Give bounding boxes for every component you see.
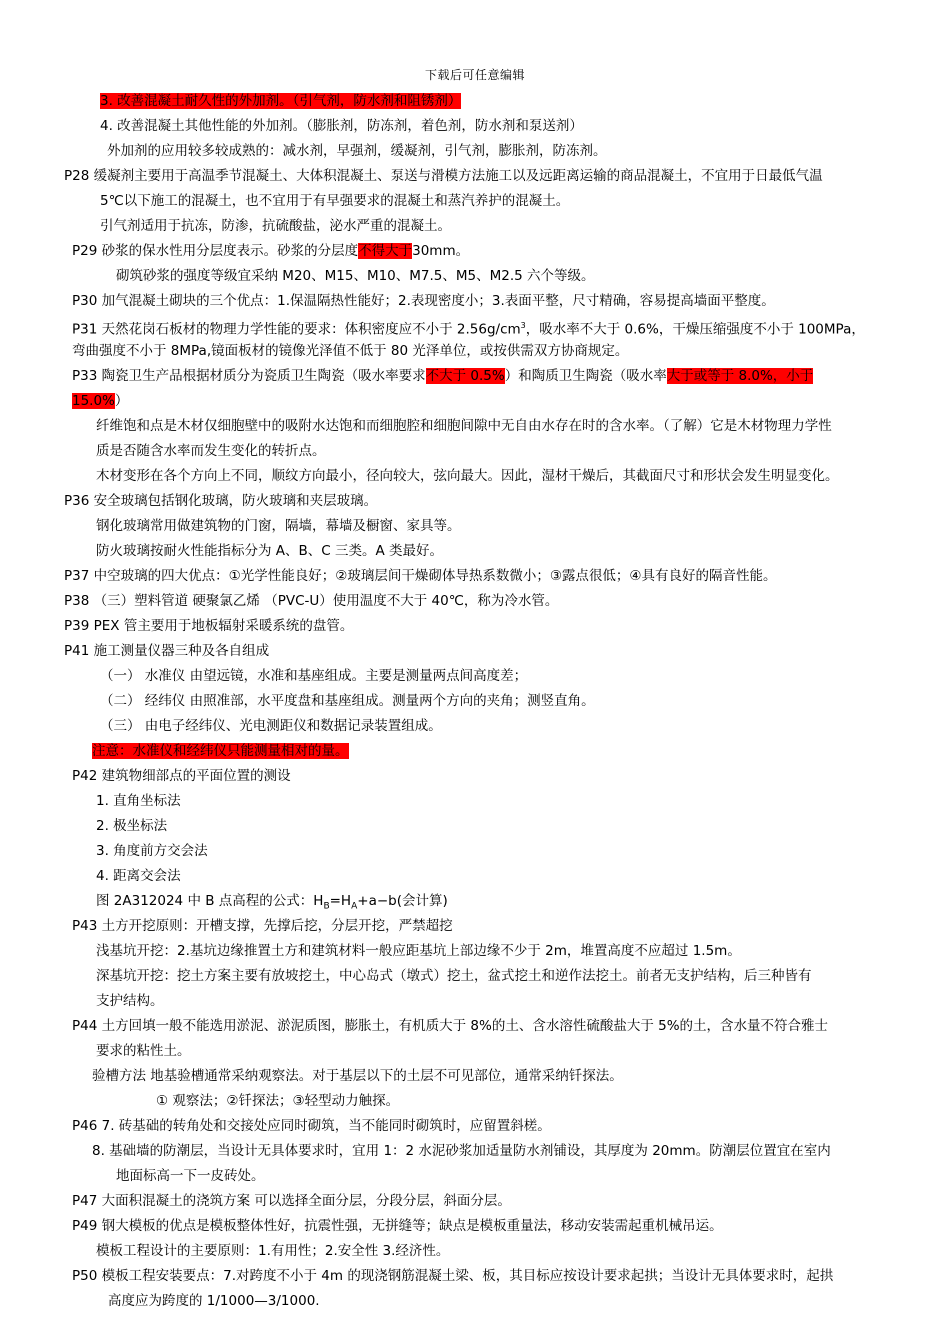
text-line: 地面标高一下一皮砖处。: [116, 1168, 265, 1184]
text-line: P30 加气混凝土砌块的三个优点：1.保温隔热性能好；2.表现密度小；3.表面平整，尺寸精确，容易提高墙面平整度。: [72, 293, 775, 309]
text-line: 防火玻璃按耐火性能指标分为 A、B、C 三类。A 类最好。: [96, 543, 444, 559]
text-line: P50 模板工程安装要点：7.对跨度不小于 4m 的现浇钢筋混凝土梁、板，其目标应按设计要求起拱；当设计无具体要求时，起拱: [72, 1268, 834, 1284]
text-segment: ，吸水率不大于 0.6%，干燥压缩强度不小于 100MPa，: [525, 321, 865, 338]
text-line: P49 钢大模板的优点是模板整体性好，抗震性强，无拼缝等；缺点是模板重量法，移动安装需起重机械吊运。: [72, 1218, 723, 1234]
text-line: P28 缓凝剂主要用于高温季节混凝土、大体积混凝土、泵送与滑模方法施工以及远距离运输的商品混凝土，不宜用于日最低气温: [64, 168, 823, 184]
text-line: [96, 891, 448, 917]
text-line: 3. 角度前方交会法: [96, 843, 208, 859]
text-segment: +a−b(会计算): [357, 893, 448, 909]
text-segment: P29 砂浆的保水性用分层度表示。砂浆的分层度: [72, 243, 359, 259]
text-segment: =H: [329, 893, 352, 909]
text-line: 钢化玻璃常用做建筑物的门窗，隔墙，幕墙及橱窗、家具等。: [96, 518, 461, 534]
text-segment: 图 2A312024 中 B 点高程的公式：H: [96, 893, 324, 909]
text-line: 2. 极坐标法: [96, 818, 168, 834]
text-line: 支护结构。: [96, 993, 164, 1009]
text-segment: P31 天然花岗石板材的物理力学性能的要求：体积密度应不小于 2.56g/cm: [72, 321, 521, 338]
text-line: 5℃以下施工的混凝土，也不宜用于有早强要求的混凝土和蒸汽养护的混凝土。: [100, 193, 570, 209]
text-segment: P33 陶瓷卫生产品根据材质分为瓷质卫生陶瓷（吸水率要求: [72, 368, 426, 384]
text-segment: ）: [114, 393, 129, 409]
highlighted-text: 3. 改善混凝土耐久性的外加剂。（引气剂，防水剂和阻锈剂）: [100, 93, 462, 109]
text-line: 质是否随含水率而发生变化的转折点。: [96, 443, 326, 459]
text-line: 验槽方法 地基验槽通常采纳观察法。对于基层以下的土层不可见部位，通常采纳钎探法。: [92, 1068, 623, 1084]
text-line: 1. 直角坐标法: [96, 793, 181, 809]
text-line: 要求的粘性土。: [96, 1043, 191, 1059]
text-segment: 30mm。: [412, 243, 470, 259]
text-line: 纤维饱和点是木材仅细胞壁中的吸附水达饱和而细胞腔和细胞间隙中无自由水存在时的含水率。（了解）它是木材物理力学性: [96, 418, 832, 434]
text-line: [72, 391, 128, 411]
text-line: ① 观察法；②钎探法；③轻型动力触探。: [156, 1093, 400, 1109]
text-line: 高度应为跨度的 1/1000—3/1000.: [108, 1293, 320, 1309]
text-line: 4. 改善混凝土其他性能的外加剂。（膨胀剂，防冻剂，着色剂，防水剂和泵送剂）: [100, 118, 583, 134]
text-line: 8. 基础墙的防潮层，当设计无具体要求时，宜用 1：2 水泥砂浆加适量防水剂铺设，其厚度为 20mm。防潮层位置宜在室内: [92, 1143, 831, 1159]
text-line: P36 安全玻璃包括钢化玻璃，防火玻璃和夹层玻璃。: [64, 493, 378, 509]
highlighted-text: 不大于 0.5%: [425, 368, 505, 384]
text-line: 引气剂适用于抗冻，防渗，抗硫酸盐，泌水严重的混凝土。: [100, 218, 451, 234]
text-line: 深基坑开挖：挖土方案主要有放坡挖土，中心岛式（墩式）挖土，盆式挖土和逆作法挖土。前者无支护结构，后三种皆有: [96, 968, 812, 984]
subscript: B: [323, 901, 330, 912]
page-header: 下载后可任意编辑: [424, 68, 525, 82]
text-line: P38 （三）塑料管道 硬聚氯乙烯 （PVC-U）使用温度不大于 40℃，称为冷水管。: [64, 593, 559, 609]
text-line: P37 中空玻璃的四大优点：①光学性能良好；②玻璃层间干燥砌体导热系数微小；③露点很低；④具有良好的隔音性能。: [64, 568, 777, 584]
text-line: P39 PEX 管主要用于地板辐射采暖系统的盘管。: [64, 618, 354, 634]
text-line: P43 土方开挖原则：开槽支撑，先撑后挖，分层开挖，严禁超挖: [72, 918, 453, 934]
text-line: [72, 366, 813, 386]
highlighted-text: 注意：水准仪和经纬仪只能测量相对的量。: [92, 743, 349, 759]
text-line: 外加剂的应用较多较成熟的：减水剂，早强剂，缓凝剂，引气剂，膨胀剂，防冻剂。: [107, 143, 607, 159]
text-line: [72, 316, 865, 340]
text-segment: ）和陶质卫生陶瓷（吸水率: [504, 368, 667, 384]
highlighted-text: 大于或等于 8.0%，小于: [666, 368, 814, 384]
highlighted-text: 15.0%: [72, 393, 115, 409]
text-line: P46 7. 砖基础的转角处和交接处应同时砌筑，当不能同时砌筑时，应留置斜槎。: [72, 1118, 551, 1134]
text-line: （一） 水准仪 由望远镜，水准和基座组成。主要是测量两点间高度差；: [100, 668, 528, 684]
text-line: [92, 741, 349, 761]
text-line: 弯曲强度不小于 8MPa,镜面板材的镜像光泽值不低于 80 光泽单位，或按供需双方协商规定。: [72, 343, 629, 359]
text-line: P41 施工测量仪器三种及各自组成: [64, 643, 270, 659]
text-line: 浅基坑开挖：2.基坑边缘推置土方和建筑材料一般应距基坑上部边缘不少于 2m，堆置高度不应超过 1.5m。: [96, 943, 741, 959]
text-line: 4. 距离交会法: [96, 868, 181, 884]
superscript: 3: [520, 321, 526, 330]
subscript: A: [351, 901, 358, 912]
text-line: [72, 241, 469, 261]
text-line: [100, 91, 461, 111]
text-line: 模板工程设计的主要原则：1.有用性；2.安全性 3.经济性。: [96, 1243, 450, 1259]
highlighted-text: 不得大于: [358, 243, 413, 259]
text-line: P47 大面积混凝土的浇筑方案 可以选择全面分层，分段分层，斜面分层。: [72, 1193, 511, 1209]
text-line: （三） 由电子经纬仪、光电测距仪和数据记录装置组成。: [100, 718, 442, 734]
text-line: 砌筑砂浆的强度等级宜采纳 M20、M15、M10、M7.5、M5、M2.5 六个等级。: [116, 268, 595, 284]
text-line: （二） 经纬仪 由照准部，水平度盘和基座组成。测量两个方向的夹角；测竖直角。: [100, 693, 595, 709]
text-line: P44 土方回填一般不能选用淤泥、淤泥质图，膨胀土，有机质大于 8%的土、含水溶性硫酸盐大于 5%的土，含水量不符合雅士: [72, 1018, 829, 1034]
text-line: 木材变形在各个方向上不同，顺纹方向最小，径向较大，弦向最大。因此，湿材干燥后，其截面尺寸和形状会发生明显变化。: [96, 468, 839, 484]
text-line: P42 建筑物细部点的平面位置的测设: [72, 768, 291, 784]
